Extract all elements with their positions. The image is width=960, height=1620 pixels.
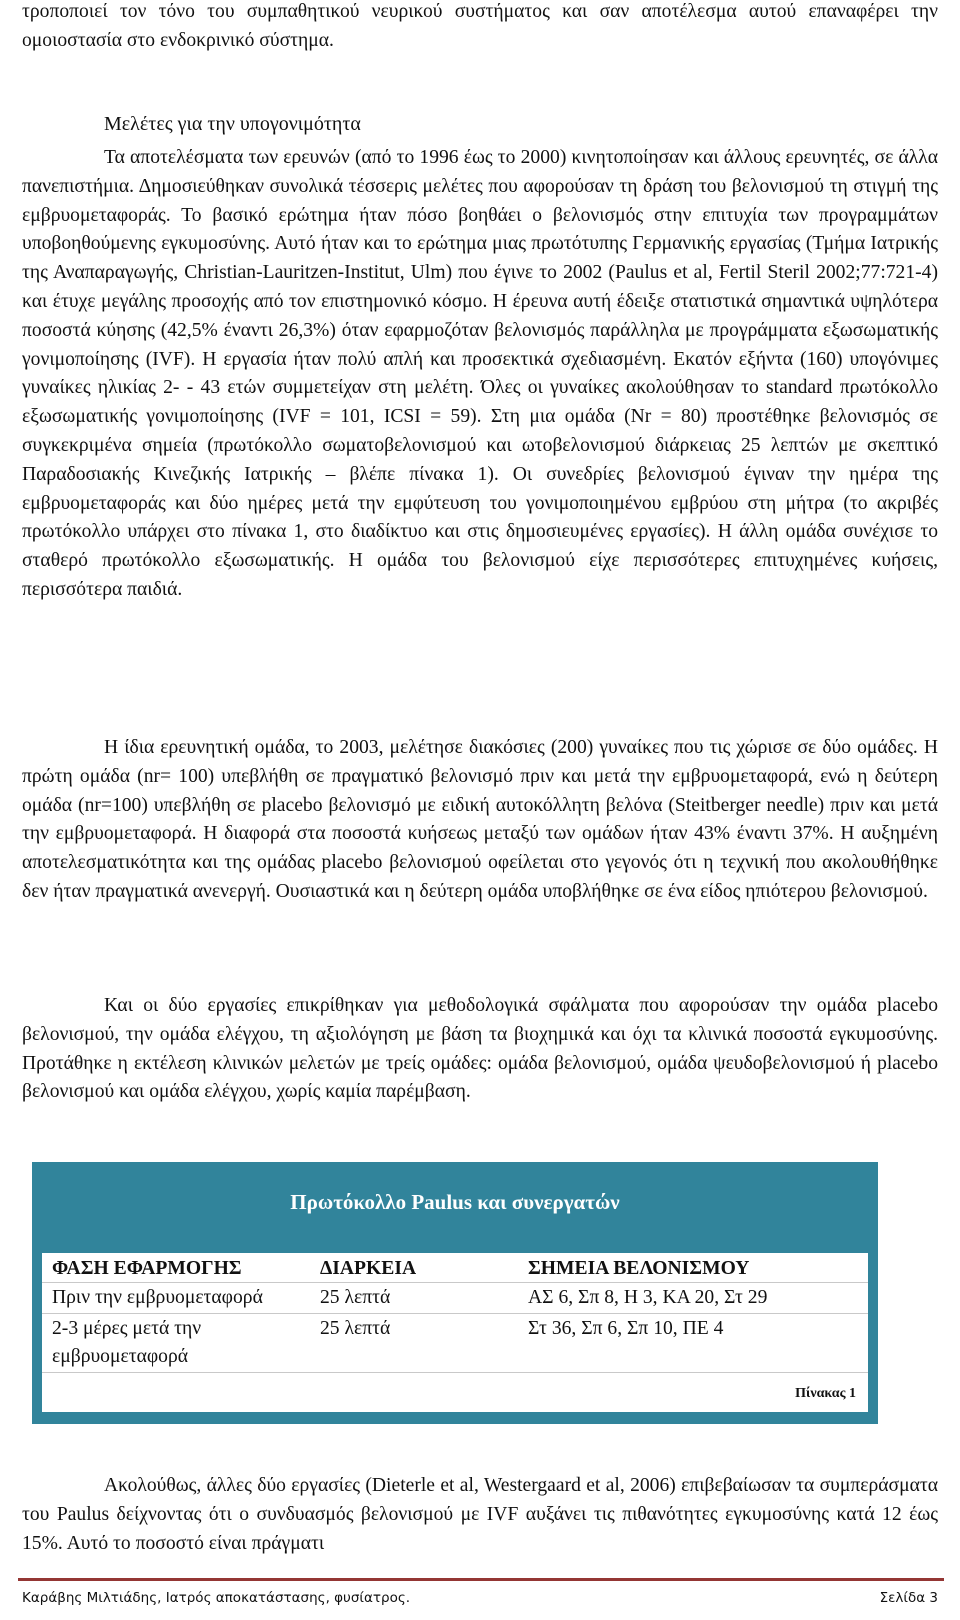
paragraph-1-block	[22, 144, 938, 605]
footer-author: Καράβης Μιλτιάδης, Ιατρός αποκατάστασης, φυσίατρος.	[22, 1590, 411, 1606]
cell-duration: 25 λεπτά	[310, 1314, 518, 1373]
table-row	[42, 1314, 868, 1373]
paragraph-1: Τα αποτελέσματα των ερευνών (από το 1996 έως το 2000) κινητοποίησαν και άλλους ερευνητές, σε άλλα πανεπιστήμια. Δημοσιεύθηκαν συνολικά τέσσερις μελέτες που αφορούσαν τη δράση του βελονισμού τη στιγμή της εμβρυομεταφοράς. Το βασικό ερώτημα ήταν πόσο βοηθάει ο βελονισμός στην επιτυχία των προγραμμάτων υποβοηθούμενης εγκυμοσύνης. Αυτό ήταν και το ερώτημα μιας πρωτότυπης Γερμανικής εργασίας (Τμήμα Ιατρικής της Αναπαραγωγής, Christian-Lauritzen-Institut, Ulm) που έγινε το 2002 (Paulus et al, Fertil Steril 2002;77:721-4) και έτυχε μεγάλης προσοχής από τον επιστημονικό κόσμο. Η έρευνα αυτή έδειξε στατιστικά σημαντικά υψηλότερα ποσοστά κύησης (42,5% έναντι 26,3%) όταν εφαρμοζόταν βελονισμός παράλληλα με προγράμματα εξωσωματικής γονιμοποίησης (IVF). Η εργασία ήταν πολύ απλή και προσεκτικά σχεδιασμένη. Εκατόν εξήντα (160) υπογόνιμες γυναίκες ηλικίας 2- - 43 ετών συμμετείχαν στη μελέτη. Όλες οι γυναίκες ακολούθησαν το standard πρωτόκολλο εξωσωματικής γονιμοποίησης (IVF = 101, ICSI = 59). Στη μια ομάδα (Nr = 80) προστέθηκε βελονισμός σε συγκεκριμένα σημεία (πρωτόκολλο σωματοβελονισμού και ωτοβελονισμού διάρκειας 25 λεπτών με σκεπτικό Παραδοσιακής Κινεζικής Ιατρικής – βλέπε πίνακα 1). Οι συνεδρίες βελονισμού έγιναν την ημέρα της εμβρυομεταφοράς και δύο ημέρες μετά την εμφύτευση του γονιμοποιημένου εμβρύου στη μήτρα (το ακριβές πρωτόκολλο υπάρχει στο πίνακα 1, στο διαδίκτυο και στις δημοσιευμένες εργασίες). Η άλλη ομάδα συνέχισε το σταθερό πρωτόκολλο εξωσωματικής. Η ομάδα του βελονισμού είχε περισσότερες επιτυχημένες κυήσεις, περισσότερα παιδιά.	[22, 147, 938, 600]
header-points: ΣΗΜΕΙΑ ΒΕΛΟΝΙΣΜΟΥ	[518, 1253, 868, 1283]
paragraph-2-block	[22, 734, 938, 907]
cell-points: ΑΣ 6, Σπ 8, Η 3, ΚΑ 20, Στ 29	[518, 1283, 868, 1314]
table-caption: Πίνακας 1	[42, 1373, 868, 1413]
cell-points: Στ 36, Σπ 6, Σπ 10, ΠΕ 4	[518, 1314, 868, 1373]
header-phase: ΦΑΣΗ ΕΦΑΡΜΟΓΗΣ	[42, 1253, 310, 1283]
cell-phase: 2-3 μέρες μετά την εμβρυομεταφορά	[42, 1314, 310, 1373]
intro-paragraph	[22, 0, 938, 56]
table-row	[42, 1283, 868, 1314]
paragraph-4: Ακολούθως, άλλες δύο εργασίες (Dieterle et al, Westergaard et al, 2006) επιβεβαίωσαν τα συμπεράσματα του Paulus δείχνοντας ότι ο συνδυασμός βελονισμού με IVF αυξάνει τις πιθανότητες εγκυμοσύνης κατά 12 έως 15%. Αυτό το ποσοστό είναι πράγματι	[22, 1475, 938, 1554]
table-caption-row	[42, 1373, 868, 1413]
paragraph-4-block	[22, 1472, 938, 1558]
cell-phase: Πριν την εμβρυομεταφορά	[42, 1283, 310, 1314]
paragraph-3: Και οι δύο εργασίες επικρίθηκαν για μεθοδολογικά σφάλματα που αφορούσαν την ομάδα placebo βελονισμού, την ομάδα ελέγχου, τη αξιολόγηση με βάση τα βιοχημικά και όχι τα κλινικά ποσοστά εγκυμοσύνης. Προτάθηκε η εκτέλεση κλινικών μελετών με τρείς ομάδες: ομάδα βελονισμού, ομάδα ψευδοβελονισμού ή placebo βελονισμού και ομάδα ελέγχου, χωρίς καμία παρέμβαση.	[22, 995, 938, 1103]
paragraph-2: Η ίδια ερευνητική ομάδα, το 2003, μελέτησε διακόσιες (200) γυναίκες που τις χώρισε σε δύο ομάδες. Η πρώτη ομάδα (nr= 100) υπεβλήθη σε πραγματικό βελονισμό πριν και μετά την εμβρυομεταφορά, ενώ η δεύτερη ομάδα (nr=100) υπεβλήθη σε placebo βελονισμό με ειδική αυτοκόλλητη βελόνα (Steitberger needle) πριν και μετά την εμβρυομεταφορά. Η διαφορά στα ποσοστά κυήσεως μεταξύ των ομάδων ήταν 43% έναντι 37%. Η αυξημένη αποτελεσματικότητα και της ομάδας placebo βελονισμού οφείλεται στο γεγονός ότι η τεχνική που ακολουθήθηκε δεν ήταν πραγματικά ανενεργή. Ουσιαστικά και η δεύτερη ομάδα υποβλήθηκε σε ένα είδος ηπιότερου βελονισμού.	[22, 737, 938, 902]
cell-duration: 25 λεπτά	[310, 1283, 518, 1314]
intro-text: τροποποιεί τον τόνο του συμπαθητικού νευρικού συστήματος και σαν αποτέλεσμα αυτού επαναφέρει την ομοιοστασία στο ενδοκρινικό σύστημα.	[22, 1, 938, 51]
protocol-table	[42, 1253, 868, 1412]
footer-page-number: Σελίδα 3	[879, 1590, 938, 1606]
paragraph-3-block	[22, 992, 938, 1107]
table-header-row	[42, 1253, 868, 1283]
section-heading: Μελέτες για την υπογονιμότητα	[104, 113, 361, 135]
footer-divider	[18, 1578, 944, 1581]
table-title: Πρωτόκολλο Paulus και συνεργατών	[290, 1190, 620, 1214]
header-duration: ΔΙΑΡΚΕΙΑ	[310, 1253, 518, 1283]
protocol-table-box	[32, 1162, 878, 1424]
